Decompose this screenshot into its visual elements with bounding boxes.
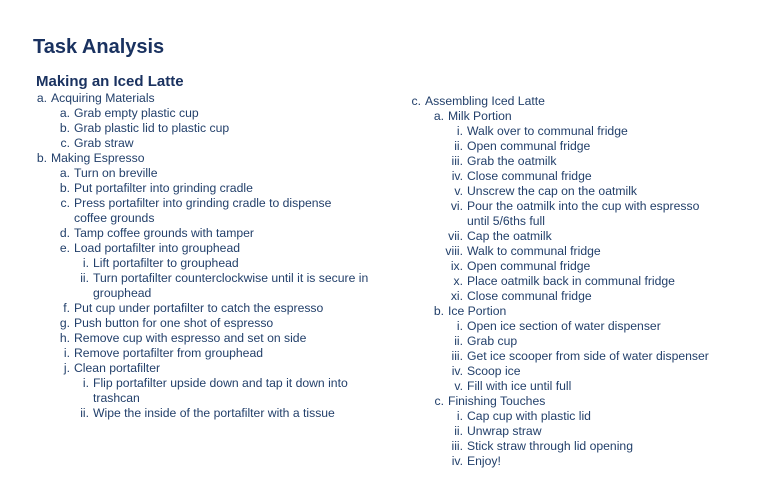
list-item-text: Press portafilter into grinding cradle to dispense	[74, 196, 332, 210]
list-item-text: Grab plastic lid to plastic cup	[74, 121, 230, 135]
list-item	[77, 406, 335, 421]
list-item-text: Walk over to communal fridge	[467, 124, 628, 138]
list-item-text: grouphead	[93, 286, 152, 300]
list-marker: b.	[36, 151, 47, 165]
list-item-text: Cap the oatmilk	[467, 229, 552, 243]
list-marker: b.	[59, 181, 70, 195]
list-item-text: Enjoy!	[467, 454, 501, 468]
list-marker: d.	[59, 226, 70, 240]
list-item-text: Ice Portion	[448, 304, 507, 318]
list-item-text: Wipe the inside of the portafilter with a tissue	[93, 406, 335, 420]
list-marker: a.	[59, 166, 70, 180]
section-title: Making an Iced Latte	[36, 73, 184, 90]
list-item	[57, 121, 229, 136]
list-item	[57, 316, 273, 331]
list-marker: ix.	[450, 259, 463, 273]
list-item	[57, 181, 253, 196]
list-marker: iv.	[451, 169, 463, 183]
list-item-text: Close communal fridge	[467, 289, 592, 303]
list-marker: v.	[454, 379, 463, 393]
list-item-text: Open communal fridge	[467, 139, 591, 153]
list-item	[441, 154, 556, 169]
list-marker: e.	[59, 241, 70, 255]
list-item-text: Remove portafilter from grouphead	[74, 346, 264, 360]
list-marker: c.	[60, 196, 70, 210]
list-item-text: Clean portafilter	[74, 361, 161, 375]
list-marker: c.	[434, 394, 444, 408]
list-marker: xi.	[450, 289, 463, 303]
list-marker: iv.	[451, 454, 463, 468]
list-item-text: Put portafilter into grinding cradle	[74, 181, 253, 195]
list-item	[57, 241, 240, 256]
list-marker: i.	[82, 376, 89, 390]
list-item-text: Finishing Touches	[448, 394, 546, 408]
list-item-text: coffee grounds	[74, 211, 155, 225]
list-item	[57, 196, 331, 211]
list-item	[431, 394, 545, 409]
list-marker: ii.	[454, 334, 463, 348]
list-item	[57, 301, 323, 316]
list-item-text: Unscrew the cap on the oatmilk	[467, 184, 638, 198]
list-item-text: Place oatmilk back in communal fridge	[467, 274, 675, 288]
list-item-text: Unwrap straw	[467, 424, 542, 438]
list-item	[441, 139, 590, 154]
list-item	[441, 439, 633, 454]
list-marker: x.	[453, 274, 463, 288]
list-item-text: Cap cup with plastic lid	[467, 409, 591, 423]
list-item-text: Walk to communal fridge	[467, 244, 601, 258]
list-item	[57, 361, 160, 376]
list-item	[408, 94, 545, 109]
list-item	[77, 271, 368, 286]
list-item-text: Get ice scooper from side of water dispenser	[467, 349, 709, 363]
list-item-text: Acquiring Materials	[51, 91, 155, 105]
list-item	[431, 109, 512, 124]
list-item-text: until 5/6ths full	[467, 214, 545, 228]
list-marker: vii.	[448, 229, 463, 243]
list-item	[441, 424, 542, 439]
list-item	[467, 214, 545, 229]
list-item-text: Open ice section of water dispenser	[467, 319, 661, 333]
list-marker: iii.	[451, 349, 463, 363]
list-item	[34, 151, 144, 166]
list-item	[57, 331, 306, 346]
list-item	[34, 91, 155, 106]
list-item	[441, 454, 501, 469]
list-item	[57, 226, 254, 241]
list-item-text: Open communal fridge	[467, 259, 591, 273]
list-item	[77, 256, 239, 271]
list-marker: i.	[63, 346, 70, 360]
list-item	[441, 229, 552, 244]
list-item	[77, 376, 348, 391]
list-marker: ii.	[454, 139, 463, 153]
list-marker: i.	[456, 319, 463, 333]
list-item	[93, 391, 140, 406]
list-item-text: Remove cup with espresso and set on side	[74, 331, 307, 345]
list-marker: a.	[433, 109, 444, 123]
list-item	[441, 259, 590, 274]
list-item	[441, 379, 571, 394]
list-marker: a.	[59, 106, 70, 120]
list-marker: b.	[433, 304, 444, 318]
list-marker: g.	[59, 316, 70, 330]
list-marker: h.	[59, 331, 70, 345]
list-item-text: Turn portafilter counterclockwise until it is secure in	[93, 271, 369, 285]
list-item	[441, 244, 601, 259]
list-marker: i.	[456, 409, 463, 423]
list-marker: iii.	[451, 154, 463, 168]
list-item-text: Load portafilter into grouphead	[74, 241, 241, 255]
list-item	[441, 199, 699, 214]
list-item	[441, 289, 592, 304]
list-item	[441, 274, 675, 289]
list-item	[57, 136, 134, 151]
list-item	[431, 304, 506, 319]
list-item	[74, 211, 154, 226]
list-marker: iv.	[451, 364, 463, 378]
list-item	[441, 409, 591, 424]
list-item-text: Milk Portion	[448, 109, 512, 123]
list-item	[441, 169, 592, 184]
list-item	[441, 124, 628, 139]
list-item	[93, 286, 151, 301]
list-marker: ii.	[80, 406, 89, 420]
list-item	[441, 349, 709, 364]
list-marker: i.	[456, 124, 463, 138]
list-marker: viii.	[445, 244, 463, 258]
list-marker: c.	[411, 94, 421, 108]
list-marker: f.	[63, 301, 70, 315]
list-item-text: Pour the oatmilk into the cup with espresso	[467, 199, 700, 213]
list-item-text: Close communal fridge	[467, 169, 592, 183]
list-item-text: Stick straw through lid opening	[467, 439, 633, 453]
list-marker: j.	[63, 361, 70, 375]
list-item-text: Turn on breville	[74, 166, 158, 180]
list-item	[57, 106, 199, 121]
list-marker: i.	[82, 256, 89, 270]
list-marker: ii.	[80, 271, 89, 285]
list-item-text: Grab the oatmilk	[467, 154, 557, 168]
list-item-text: Lift portafilter to grouphead	[93, 256, 239, 270]
list-item	[441, 319, 661, 334]
list-item-text: Making Espresso	[51, 151, 145, 165]
list-item-text: Tamp coffee grounds with tamper	[74, 226, 254, 240]
list-item-text: Grab empty plastic cup	[74, 106, 199, 120]
list-marker: iii.	[451, 439, 463, 453]
list-item-text: Grab straw	[74, 136, 134, 150]
list-item-text: Scoop ice	[467, 364, 521, 378]
list-marker: b.	[59, 121, 70, 135]
list-item	[57, 346, 263, 361]
list-item	[441, 364, 521, 379]
list-item	[441, 184, 637, 199]
list-item-text: Put cup under portafilter to catch the espresso	[74, 301, 324, 315]
list-marker: v.	[454, 184, 463, 198]
list-marker: a.	[36, 91, 47, 105]
list-marker: c.	[60, 136, 70, 150]
page-title: Task Analysis	[33, 36, 165, 58]
list-marker: vi.	[450, 199, 463, 213]
list-item-text: Assembling Iced Latte	[425, 94, 545, 108]
list-item	[57, 166, 158, 181]
list-marker: ii.	[454, 424, 463, 438]
list-item-text: Fill with ice until full	[467, 379, 572, 393]
list-item	[441, 334, 517, 349]
list-item-text: Push button for one shot of espresso	[74, 316, 274, 330]
list-item-text: Flip portafilter upside down and tap it down into	[93, 376, 348, 390]
list-item-text: Grab cup	[467, 334, 518, 348]
list-item-text: trashcan	[93, 391, 140, 405]
